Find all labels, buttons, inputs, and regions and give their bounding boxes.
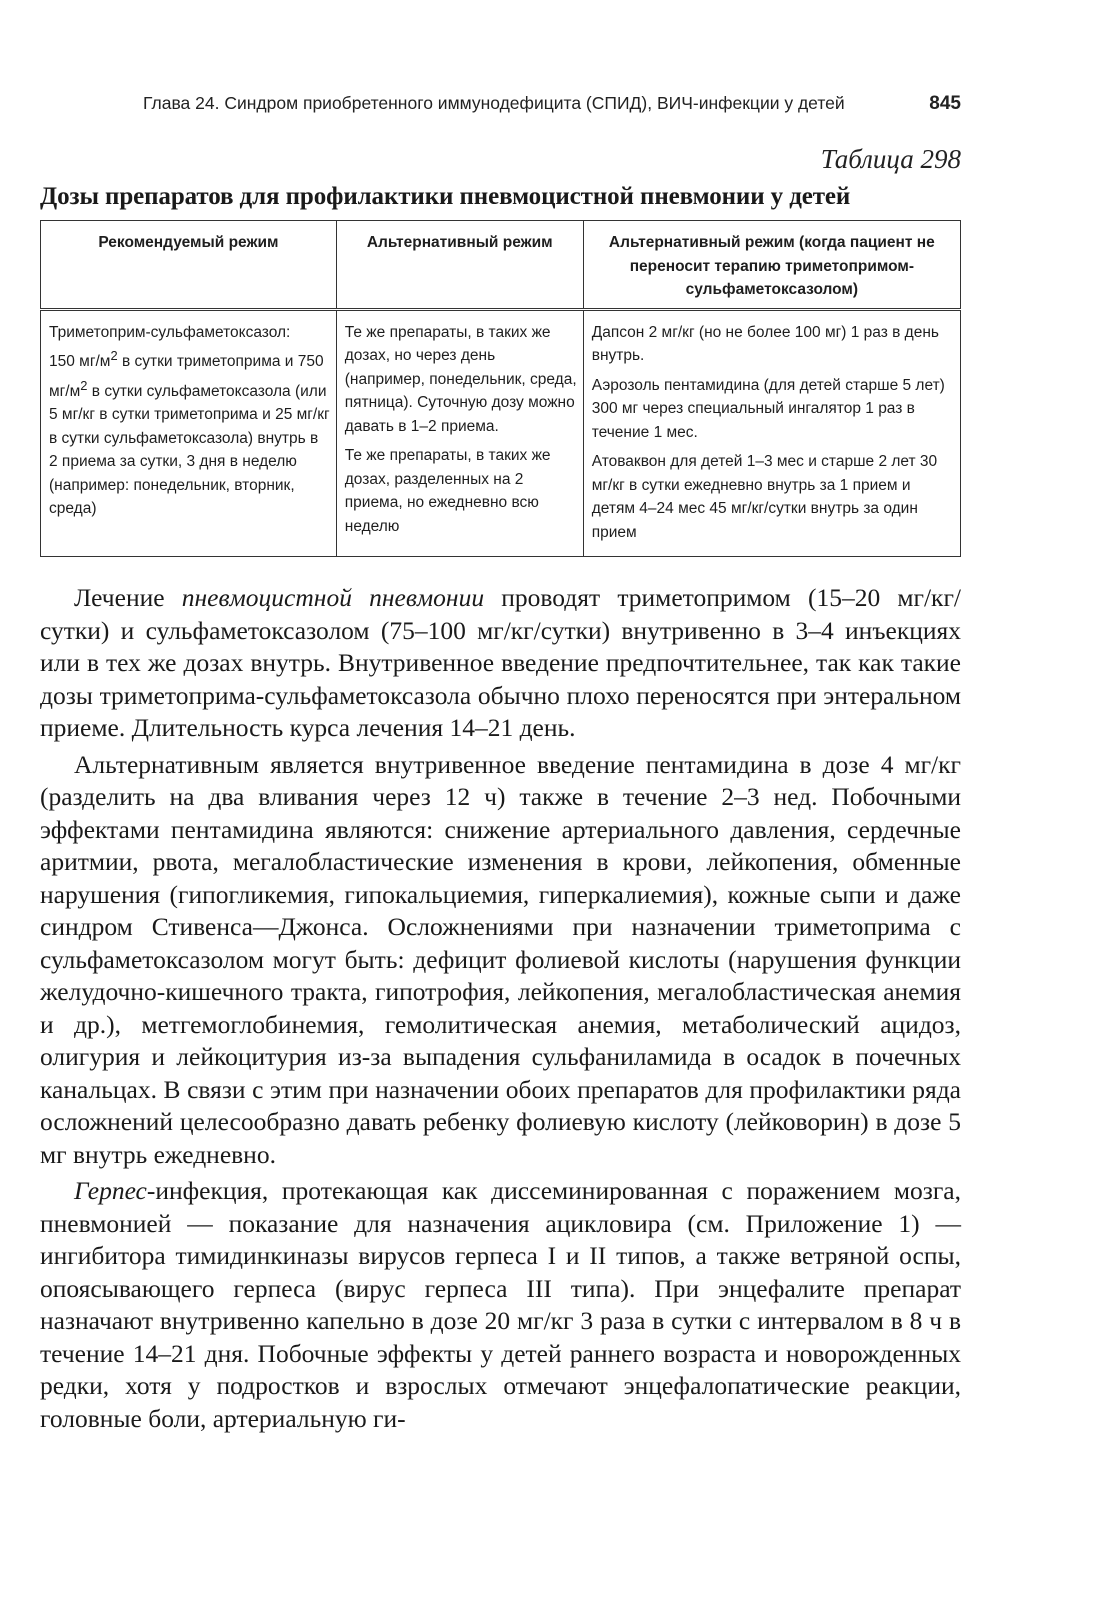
header-recommended-regimen: Рекомендуемый режим bbox=[41, 221, 337, 310]
running-title: Глава 24. Синдром приобретенного иммунодефицита (СПИД), ВИЧ-инфекции у детей bbox=[143, 93, 845, 113]
paragraph-text: -инфекция, протекающая как диссеминированная с поражением мозга, пневмонией — показание для назначения ацикловира (см. Приложение 1) — ингибитора тимидинкиназы вирусов герпеса I и II типов, а также ветряной оспы, опоясывающего герпеса (вирус герпеса III типа). При энцефалите препарат назначают внутривенно капельно в дозе 20 мг/кг 3 раза в сутки с интервалом в 8 ч в течение 14–21 дня. Побочные эффекты у детей раннего возраста и новорожденных редки, хотя у подростков и взрослых отмечают энцефалопатические реакции, головные боли, артериальную ги- bbox=[40, 1176, 961, 1433]
pentamidine-aerosol-regimen: Аэрозоль пентамидина (для детей старше 5 лет) 300 мг через специальный ингалятор 1 раз в течение 1 мес. bbox=[591, 376, 945, 441]
dose-a-rest: в сутки триметоприма и bbox=[117, 353, 294, 371]
table-title: Дозы препаратов для профилактики пневмоцистной пневмонии у детей bbox=[40, 183, 851, 210]
recommended-regimen-cell bbox=[41, 309, 337, 557]
alt-regimen-daily: Те же препараты, в таких же дозах, разделенных на 2 приема, но ежедневно всю неделю bbox=[344, 447, 551, 535]
alt-regimen-every-other-day: Те же препараты, в таких же дозах, но через день (например, понедельник, среда, пятница). Суточную дозу можно давать в 1–2 приема. bbox=[344, 323, 577, 435]
alternative-regimen-cell bbox=[336, 309, 583, 557]
drug-name: Триметоприм-сульфаметоксазол: bbox=[49, 323, 291, 341]
table-number: Таблица 298 bbox=[820, 144, 961, 174]
header-alternative-regimen: Альтернативный режим bbox=[336, 221, 583, 310]
page-number: 845 bbox=[929, 93, 961, 114]
italic-term: Герпес bbox=[74, 1176, 147, 1205]
dose-b: 750 мг/м bbox=[49, 353, 324, 400]
italic-term: пневмоцистной пневмонии bbox=[181, 583, 485, 612]
paragraph-treatment bbox=[40, 582, 961, 745]
dose-a: 150 мг/м bbox=[49, 353, 111, 371]
running-head bbox=[143, 93, 961, 114]
paragraph-text: проводят триметопримом (15–20 мг/кг/сутки) и сульфаметоксазолом (75–100 мг/кг/сутки) внутривенно в 3–4 инъекциях или в тех же дозах внутрь. Внутривенное введение предпочтительнее, так как такие дозы триметоприма-сульфаметоксазола обычно плохо переносятся при энтеральном приеме. Длительность курса лечения 14–21 день. bbox=[40, 583, 961, 742]
paragraph-alternative: Альтернативным является внутривенное введение пентамидина в дозе 4 мг/кг (разделить на два вливания через 12 ч) также в течение 2–3 нед. Побочными эффектами пентамидина являются: снижение артериального давления, сердечные аритмии, рвота, мегалобластические изменения в крови, лейкопения, обменные нарушения (гипогликемия, гипокальциемия, гиперкалиемия), кожные сыпи и даже синдром Стивенса—Джонса. Осложнениями при назначении триметоприма с сульфаметоксазолом могут быть: дефицит фолиевой кислоты (нарушения функции желудочно-кишечного тракта, гипотрофия, лейкопения, мегалобластическая анемия и др.), метгемоглобинемия, гемолитическая анемия, метаболический ацидоз, олигурия и лейкоцитурия из-за выпадения сульфаниламида в осадок в почечных канальцах. В связи с этим при назначении обоих препаратов для профилактики ряда осложнений целесообразно давать ребенку фолиевую кислоту (лейковорин) в дозе 5 мг внутрь ежедневно. bbox=[40, 749, 961, 1169]
table-row bbox=[41, 309, 961, 557]
paragraph-text: Лечение bbox=[74, 583, 182, 612]
dose-b-rest: в сутки сульфаметоксазола (или 5 мг/кг в сутки триметоприма и 25 мг/кг в сутки сульфаметоксазола) внутрь в 2 приема за сутки, 3 дня в неделю (например: понедельник, вторник, среда) bbox=[49, 382, 330, 518]
atovaquone-regimen: Атоваквон для детей 1–3 мес и старше 2 лет 30 мг/кг в сутки ежедневно внутрь за 1 прием и детям 4–24 мес 45 мг/кг/сутки внутрь за один прием bbox=[591, 453, 938, 541]
table-header-row bbox=[41, 221, 961, 310]
alternative-intolerance-cell bbox=[583, 309, 960, 557]
superscript: 2 bbox=[80, 377, 88, 393]
paragraph-herpes bbox=[40, 1175, 961, 1435]
dose-table bbox=[40, 220, 961, 557]
superscript: 2 bbox=[110, 348, 118, 363]
header-alternative-regimen-intolerance: Альтернативный режим (когда пациент не переносит терапию триметопримом-сульфаметоксазолом) bbox=[583, 221, 960, 310]
dapsone-regimen: Дапсон 2 мг/кг (но не более 100 мг) 1 раз в день внутрь. bbox=[591, 323, 939, 364]
body-text bbox=[40, 582, 961, 1439]
